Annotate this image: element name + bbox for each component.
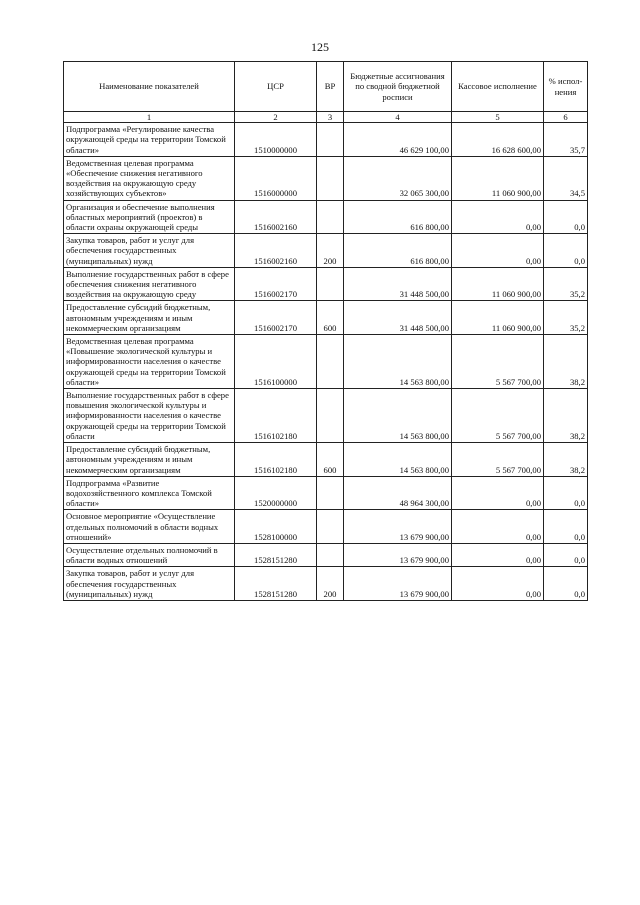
execution-percent: 0,0 — [544, 200, 588, 234]
cash-execution: 11 060 900,00 — [452, 267, 544, 301]
csr-code: 1516102180 — [235, 389, 317, 443]
cash-execution: 5 567 700,00 — [452, 335, 544, 389]
vr-code — [317, 335, 344, 389]
column-number: 1 — [64, 112, 235, 123]
indicator-name: Выполнение государственных работ в сфере повышения экологической культуры и информированности населения о качестве окружающей среды на территории Томской области — [64, 389, 235, 443]
table-row — [64, 156, 588, 200]
execution-percent: 35,7 — [544, 123, 588, 157]
vr-code: 600 — [317, 443, 344, 477]
indicator-name: Осуществление отдельных полномочий в области водных отношений — [64, 543, 235, 566]
vr-code — [317, 476, 344, 510]
table-row — [64, 123, 588, 157]
indicator-name: Предоставление субсидий бюджетным, автономным учреждениям и иным некоммерческим организациям — [64, 443, 235, 477]
cash-execution: 11 060 900,00 — [452, 301, 544, 335]
vr-code: 200 — [317, 567, 344, 601]
cash-execution: 16 628 600,00 — [452, 123, 544, 157]
table-row — [64, 389, 588, 443]
column-number: 6 — [544, 112, 588, 123]
table-row — [64, 567, 588, 601]
vr-code — [317, 200, 344, 234]
cash-execution: 11 060 900,00 — [452, 156, 544, 200]
execution-percent: 35,2 — [544, 301, 588, 335]
indicator-name: Подпрограмма «Развитие водохозяйственного комплекса Томской области» — [64, 476, 235, 510]
budget-allocation: 616 800,00 — [344, 200, 452, 234]
table-row — [64, 510, 588, 544]
column-header-budget: Бюджетные ассигнования по сводной бюджетной росписи — [344, 62, 452, 112]
table-row — [64, 200, 588, 234]
execution-percent: 0,0 — [544, 234, 588, 268]
cash-execution: 5 567 700,00 — [452, 389, 544, 443]
indicator-name: Ведомственная целевая программа «Обеспечение снижения негативного воздействия на окружающую среду хозяйствующих субъектов» — [64, 156, 235, 200]
execution-percent: 38,2 — [544, 389, 588, 443]
column-header-percent: % испол-нения — [544, 62, 588, 112]
column-number: 3 — [317, 112, 344, 123]
execution-percent: 0,0 — [544, 543, 588, 566]
execution-percent: 0,0 — [544, 476, 588, 510]
budget-allocation: 46 629 100,00 — [344, 123, 452, 157]
execution-percent: 38,2 — [544, 335, 588, 389]
indicator-name: Закупка товаров, работ и услуг для обеспечения государственных (муниципальных) нужд — [64, 234, 235, 268]
cash-execution: 0,00 — [452, 543, 544, 566]
budget-allocation: 31 448 500,00 — [344, 267, 452, 301]
column-number: 5 — [452, 112, 544, 123]
vr-code: 600 — [317, 301, 344, 335]
budget-allocation: 14 563 800,00 — [344, 443, 452, 477]
budget-allocation: 14 563 800,00 — [344, 389, 452, 443]
column-number: 4 — [344, 112, 452, 123]
csr-code: 1528100000 — [235, 510, 317, 544]
budget-allocation: 31 448 500,00 — [344, 301, 452, 335]
budget-allocation: 32 065 300,00 — [344, 156, 452, 200]
execution-percent: 38,2 — [544, 443, 588, 477]
indicator-name: Ведомственная целевая программа «Повышение экологической культуры и информированности населения о качестве окружающей среды на территории Томской области» — [64, 335, 235, 389]
table-row — [64, 443, 588, 477]
csr-code: 1528151280 — [235, 567, 317, 601]
column-header-csr: ЦСР — [235, 62, 317, 112]
vr-code — [317, 543, 344, 566]
csr-code: 1516002160 — [235, 200, 317, 234]
execution-percent: 0,0 — [544, 510, 588, 544]
table-row — [64, 476, 588, 510]
budget-allocation: 13 679 900,00 — [344, 510, 452, 544]
csr-code: 1516002170 — [235, 301, 317, 335]
column-header-vr: ВР — [317, 62, 344, 112]
cash-execution: 5 567 700,00 — [452, 443, 544, 477]
budget-allocation: 13 679 900,00 — [344, 543, 452, 566]
cash-execution: 0,00 — [452, 510, 544, 544]
csr-code: 1510000000 — [235, 123, 317, 157]
csr-code: 1528151280 — [235, 543, 317, 566]
execution-percent: 0,0 — [544, 567, 588, 601]
csr-code: 1516100000 — [235, 335, 317, 389]
indicator-name: Предоставление субсидий бюджетным, автономным учреждениям и иным некоммерческим организациям — [64, 301, 235, 335]
header-row — [64, 62, 588, 112]
table-row — [64, 234, 588, 268]
column-number-row — [64, 112, 588, 123]
budget-execution-table — [63, 61, 588, 601]
indicator-name: Подпрограмма «Регулирование качества окружающей среды на территории Томской области» — [64, 123, 235, 157]
csr-code: 1520000000 — [235, 476, 317, 510]
table-row — [64, 543, 588, 566]
vr-code — [317, 267, 344, 301]
table-row — [64, 335, 588, 389]
cash-execution: 0,00 — [452, 567, 544, 601]
indicator-name: Организация и обеспечение выполнения областных мероприятий (проектов) в области охраны окружающей среды — [64, 200, 235, 234]
vr-code: 200 — [317, 234, 344, 268]
column-header-name: Наименование показателей — [64, 62, 235, 112]
budget-allocation: 14 563 800,00 — [344, 335, 452, 389]
vr-code — [317, 156, 344, 200]
table-row — [64, 267, 588, 301]
indicator-name: Выполнение государственных работ в сфере обеспечения снижения негативного воздействия на окружающую среду — [64, 267, 235, 301]
indicator-name: Закупка товаров, работ и услуг для обеспечения государственных (муниципальных) нужд — [64, 567, 235, 601]
csr-code: 1516000000 — [235, 156, 317, 200]
execution-percent: 34,5 — [544, 156, 588, 200]
budget-allocation: 48 964 300,00 — [344, 476, 452, 510]
page-number: 125 — [311, 40, 329, 54]
cash-execution: 0,00 — [452, 476, 544, 510]
table-row — [64, 301, 588, 335]
vr-code — [317, 123, 344, 157]
csr-code: 1516102180 — [235, 443, 317, 477]
csr-code: 1516002160 — [235, 234, 317, 268]
execution-percent: 35,2 — [544, 267, 588, 301]
cash-execution: 0,00 — [452, 234, 544, 268]
budget-allocation: 13 679 900,00 — [344, 567, 452, 601]
vr-code — [317, 510, 344, 544]
indicator-name: Основное мероприятие «Осуществление отдельных полномочий в области водных отношений» — [64, 510, 235, 544]
budget-allocation: 616 800,00 — [344, 234, 452, 268]
column-header-execution: Кассовое исполнение — [452, 62, 544, 112]
cash-execution: 0,00 — [452, 200, 544, 234]
vr-code — [317, 389, 344, 443]
column-number: 2 — [235, 112, 317, 123]
csr-code: 1516002170 — [235, 267, 317, 301]
